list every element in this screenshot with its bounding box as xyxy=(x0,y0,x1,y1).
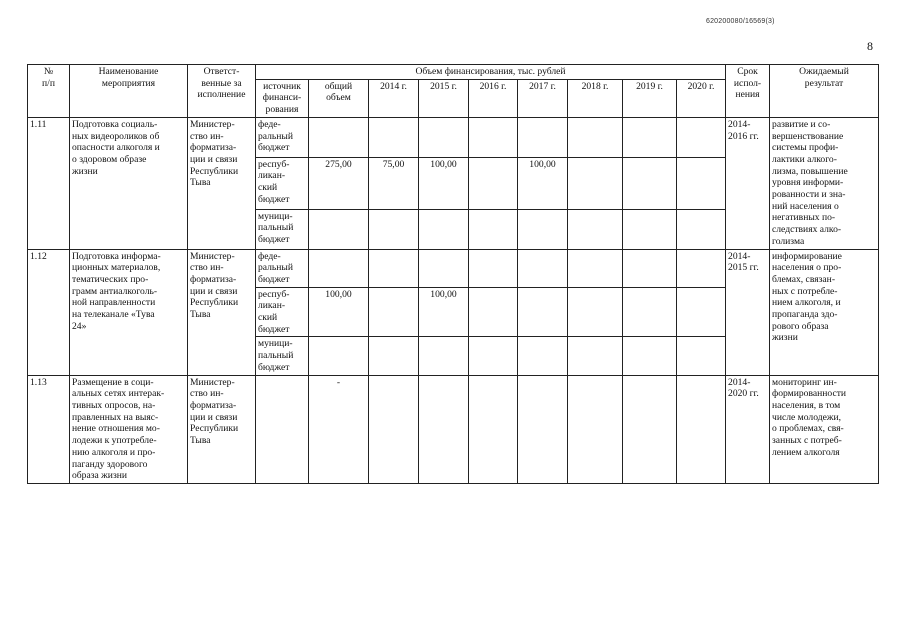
year-amount xyxy=(623,249,677,287)
header-no: № п/п xyxy=(28,65,70,118)
year-amount xyxy=(419,375,469,483)
year-amount xyxy=(568,287,623,337)
funding-source: муници- пальный бюджет xyxy=(256,209,309,249)
total-amount: 100,00 xyxy=(309,287,369,337)
page-number: 8 xyxy=(867,39,873,53)
year-amount xyxy=(469,249,518,287)
document-id: 620200080/16569(3) xyxy=(706,18,775,25)
table-row xyxy=(28,117,879,157)
funding-source: феде- ральный бюджет xyxy=(256,117,309,157)
row-number: 1.11 xyxy=(28,117,70,249)
deadline-cell: 2014- 2015 гг. xyxy=(726,249,770,375)
header-year: 2019 г. xyxy=(623,79,677,117)
year-amount xyxy=(677,375,726,483)
year-amount: 75,00 xyxy=(369,157,419,209)
year-amount xyxy=(568,117,623,157)
funding-source: респуб- ликан- ский бюджет xyxy=(256,157,309,209)
year-amount xyxy=(568,157,623,209)
year-amount xyxy=(419,337,469,375)
year-amount xyxy=(518,209,568,249)
funding-source: респуб- ликан- ский бюджет xyxy=(256,287,309,337)
year-amount xyxy=(623,117,677,157)
year-amount xyxy=(469,157,518,209)
header-responsible: Ответст- венные за исполнение xyxy=(188,65,256,118)
year-amount xyxy=(568,249,623,287)
year-amount xyxy=(568,337,623,375)
year-amount xyxy=(369,117,419,157)
year-amount xyxy=(518,249,568,287)
year-amount xyxy=(568,209,623,249)
header-year: 2015 г. xyxy=(419,79,469,117)
header-year: 2020 г. xyxy=(677,79,726,117)
funding-table xyxy=(27,64,879,484)
year-amount xyxy=(369,375,419,483)
year-amount xyxy=(568,375,623,483)
expected-result: информирование населения о про- блемах, связан- ных с потребле- нием алкоголя, и пропаганда здо- рового образа жизни xyxy=(770,249,879,375)
year-amount xyxy=(469,209,518,249)
year-amount xyxy=(369,287,419,337)
total-amount: 275,00 xyxy=(309,157,369,209)
total-amount: - xyxy=(309,375,369,483)
year-amount xyxy=(677,209,726,249)
funding-source: муници- пальный бюджет xyxy=(256,337,309,375)
year-amount xyxy=(623,337,677,375)
total-amount xyxy=(309,209,369,249)
expected-result: мониторинг ин- формированности населения, в том числе молодежи, о проблемах, свя- занных с потреб- лением алкоголя xyxy=(770,375,879,483)
year-amount xyxy=(419,209,469,249)
year-amount xyxy=(469,337,518,375)
measure-name: Подготовка социаль- ных видеороликов об опасности алкоголя и о здоровом образе жизни xyxy=(70,117,188,249)
header-year: 2014 г. xyxy=(369,79,419,117)
year-amount xyxy=(623,287,677,337)
year-amount xyxy=(518,287,568,337)
header-deadline: Срок испол- нения xyxy=(726,65,770,118)
header-year: 2016 г. xyxy=(469,79,518,117)
year-amount: 100,00 xyxy=(419,157,469,209)
year-amount xyxy=(369,209,419,249)
total-amount xyxy=(309,117,369,157)
header-funding-group: Объем финансирования, тыс. рублей xyxy=(256,65,726,80)
year-amount xyxy=(518,117,568,157)
year-amount xyxy=(623,375,677,483)
year-amount xyxy=(419,117,469,157)
year-amount xyxy=(623,209,677,249)
row-number: 1.12 xyxy=(28,249,70,375)
year-amount xyxy=(469,287,518,337)
responsible-cell: Министер- ство ин- форматиза- ции и связи Республики Тыва xyxy=(188,117,256,249)
year-amount xyxy=(369,249,419,287)
header-source: источник финанси- рования xyxy=(256,79,309,117)
responsible-cell: Министер- ство ин- форматиза- ции и связи Республики Тыва xyxy=(188,249,256,375)
year-amount xyxy=(369,337,419,375)
table-row xyxy=(28,249,879,287)
header-total: общий объем xyxy=(309,79,369,117)
year-amount xyxy=(677,287,726,337)
expected-result: развитие и со- вершенствование системы профи- лактики алкого- лизма, повышение уровня информи- рованности и зна- ний населения о негативных по- следствиях алко- голизма xyxy=(770,117,879,249)
header-year: 2017 г. xyxy=(518,79,568,117)
year-amount xyxy=(419,249,469,287)
year-amount xyxy=(518,375,568,483)
header-name: Наименование мероприятия xyxy=(70,65,188,118)
deadline-cell: 2014- 2016 гг. xyxy=(726,117,770,249)
year-amount: 100,00 xyxy=(518,157,568,209)
year-amount xyxy=(518,337,568,375)
measure-name: Подготовка информа- ционных материалов, тематических про- грамм антиалкоголь- ной направленности на телеканале «Тува 24» xyxy=(70,249,188,375)
year-amount xyxy=(677,249,726,287)
header-year: 2018 г. xyxy=(568,79,623,117)
year-amount xyxy=(677,337,726,375)
responsible-cell: Министер- ство ин- форматиза- ции и связи Республики Тыва xyxy=(188,375,256,483)
measure-name: Размещение в соци- альных сетях интерак- тивных опросов, на- правленных на выяс- нение отношения мо- лодежи к употребле- нию алкоголя и про- паганду здорового образа жизни xyxy=(70,375,188,483)
year-amount xyxy=(623,157,677,209)
year-amount: 100,00 xyxy=(419,287,469,337)
row-number: 1.13 xyxy=(28,375,70,483)
table-body xyxy=(28,65,879,484)
table-row xyxy=(28,375,879,483)
total-amount xyxy=(309,249,369,287)
year-amount xyxy=(469,117,518,157)
funding-source xyxy=(256,375,309,483)
year-amount xyxy=(677,157,726,209)
header-result: Ожидаемый результат xyxy=(770,65,879,118)
deadline-cell: 2014- 2020 гг. xyxy=(726,375,770,483)
total-amount xyxy=(309,337,369,375)
year-amount xyxy=(677,117,726,157)
header-row xyxy=(28,65,879,80)
year-amount xyxy=(469,375,518,483)
funding-source: феде- ральный бюджет xyxy=(256,249,309,287)
